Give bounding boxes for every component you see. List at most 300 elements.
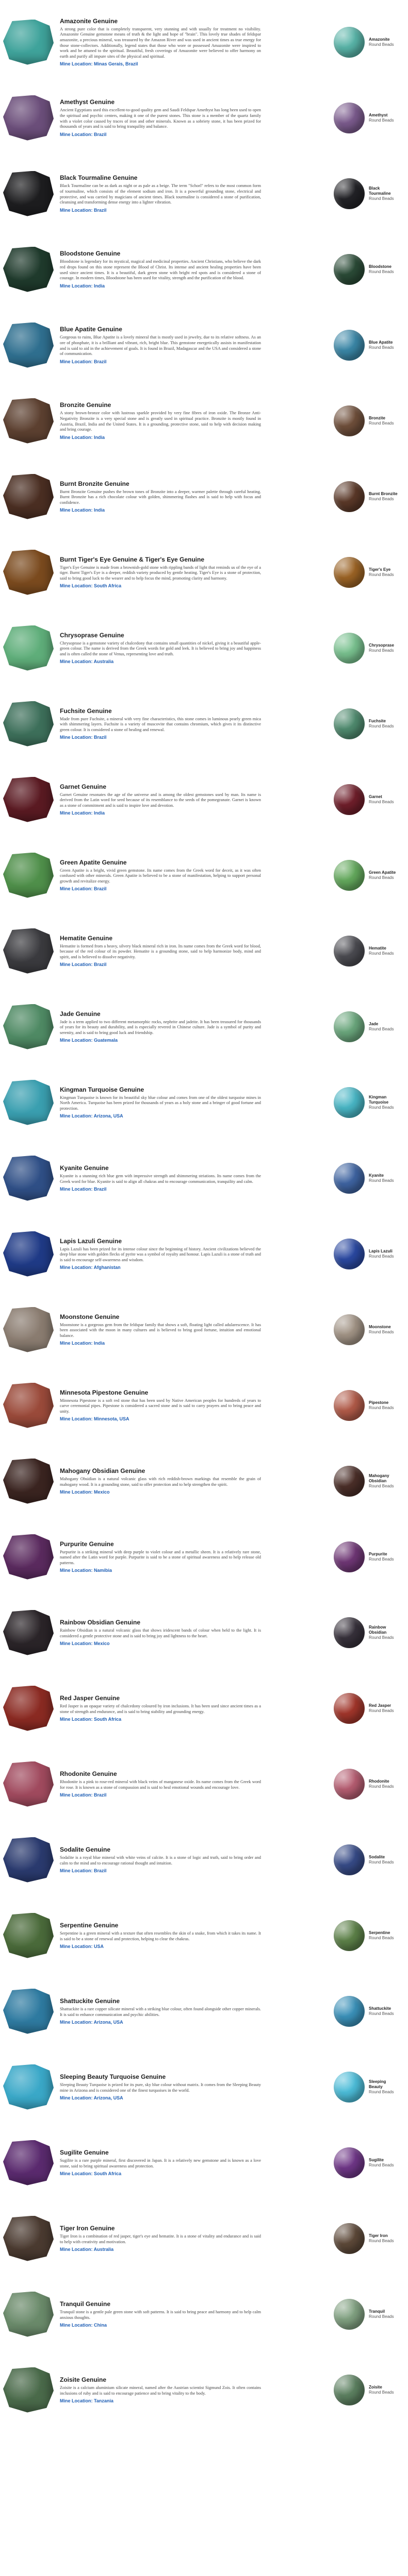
bead-name: Hematite xyxy=(369,945,386,951)
bead-photo xyxy=(334,103,365,133)
raw-stone-photo xyxy=(3,1156,54,1201)
mine-location: Mine Location: India xyxy=(60,1341,105,1346)
bead-column xyxy=(268,1746,408,1822)
stone-name: Shattuckite Genuine xyxy=(60,1997,120,2005)
stone-name: Green Apatite Genuine xyxy=(60,858,127,866)
stone-name: Garnet Genuine xyxy=(60,783,107,790)
stone-text xyxy=(57,1161,268,1195)
gemstone-entry xyxy=(0,1595,408,1670)
raw-stone-photo xyxy=(3,1383,54,1428)
gemstone-entry xyxy=(0,383,408,459)
raw-stone-photo xyxy=(3,398,54,444)
bead-label xyxy=(369,1703,401,1714)
gemstone-entry xyxy=(0,2049,408,2125)
stone-description: Chrysoprase is a gemstone variety of chalcedony that contains small quantities of nickel, giving it a beautiful apple-green colour. The name is derived from the Greek words for gold and leek. It is believed to bring joy and happiness and is often called the stone of Venus, representing love and truth. xyxy=(60,640,261,656)
gemstone-entry xyxy=(0,1292,408,1367)
bead-detail: Round Beads xyxy=(369,648,394,653)
stone-text xyxy=(57,553,268,592)
bead-name: Jade xyxy=(369,1021,379,1026)
mine-location: Mine Location: Brazil xyxy=(60,1868,107,1874)
bead-name: Garnet xyxy=(369,794,382,799)
stone-name: Kingman Turquoise Genuine xyxy=(60,1086,144,1093)
stone-text xyxy=(57,171,268,215)
raw-stone-column xyxy=(0,231,57,307)
bead-photo xyxy=(334,1011,365,1042)
stone-description: Kingman Turquoise is known for its beautiful sky blue colour and comes from one of the oldest turquoise mines in North America. Turquoise has been prized for thousands of years as a holy stone and a bringer of good fortune and protection. xyxy=(60,1095,261,1111)
gemstone-entry xyxy=(0,231,408,307)
raw-stone-photo xyxy=(3,625,54,671)
raw-stone-photo xyxy=(3,1837,54,1883)
bead-column xyxy=(268,837,408,913)
bead-column xyxy=(268,686,408,761)
stone-description: Purpurite is a striking mineral with deep purple to violet colour and a metallic sheen. It is a relatively rare stone, named after the Latin word for purple. Purpurite is said to be a stone of spiritual awareness and to help release old patterns. xyxy=(60,1549,261,1565)
bead-photo xyxy=(334,2299,365,2330)
stone-description: Hematite is formed from a heavy, silvery black mineral rich in iron. Its name comes from the Greek word for blood, because of the red colour of its powder. Hematite is a grounding stone, said to help harmonize body, mind and spirit, and is believed to dissolve negativity. xyxy=(60,943,261,959)
stone-description: Serpentine is a green mineral with a texture that often resembles the skin of a snake, from which it takes its name. It is said to be a stone of renewal and protection, helping to clear the chakras. xyxy=(60,1930,261,1941)
bead-column xyxy=(268,2276,408,2352)
stone-name: Zoisite Genuine xyxy=(60,2376,107,2383)
raw-stone-column xyxy=(0,1822,57,1897)
bead-detail: Round Beads xyxy=(369,2389,394,2395)
stone-description: Rhodonite is a pink to rose-red mineral with black veins of manganese oxide. Its name comes from the Greek word for rose. It is known as a stone of compassion and is said to heal emotional wounds and encourage love. xyxy=(60,1779,261,1790)
raw-stone-photo xyxy=(3,1913,54,1958)
raw-stone-column xyxy=(0,1367,57,1443)
bead-label xyxy=(369,416,401,426)
bead-label xyxy=(369,1552,401,1562)
stone-description: Burnt Bronzite Genuine pushes the brown tones of Bronzite into a deeper, warmer palette through careful heating. Burnt Bronzite has a rich chocolate colour with golden, shimmering flashes and is said to help with focus and confidence. xyxy=(60,489,261,505)
bead-column xyxy=(268,1519,408,1595)
bead-name: Rainbow Obsidian xyxy=(369,1624,387,1635)
stone-description: Tranquil stone is a gentle pale green stone with soft patterns. It is said to bring peace and harmony and to help calm anxious thoughts. xyxy=(60,2309,261,2320)
stone-text xyxy=(57,1007,268,1046)
bead-column xyxy=(268,231,408,307)
stone-text xyxy=(57,95,268,140)
stone-name: Bronzite Genuine xyxy=(60,401,111,409)
bead-name: Amazonite xyxy=(369,37,390,42)
bead-name: Purpurite xyxy=(369,1551,387,1556)
mine-location: Mine Location: India xyxy=(60,810,105,816)
bead-label xyxy=(369,2158,401,2168)
stone-name: Kyanite Genuine xyxy=(60,1164,109,1172)
raw-stone-photo xyxy=(3,2367,54,2413)
gemstone-entry xyxy=(0,80,408,156)
raw-stone-column xyxy=(0,307,57,383)
bead-photo xyxy=(334,1087,365,1118)
stone-text xyxy=(57,931,268,971)
bead-photo xyxy=(334,330,365,361)
gemstone-entry xyxy=(0,2276,408,2352)
bead-photo xyxy=(334,708,365,739)
stone-text xyxy=(57,398,268,443)
bead-detail: Round Beads xyxy=(369,1253,394,1259)
bead-detail: Round Beads xyxy=(369,1935,394,1940)
gemstone-entry xyxy=(0,761,408,837)
raw-stone-column xyxy=(0,1140,57,1216)
bead-label xyxy=(369,1855,401,1865)
bead-photo xyxy=(334,481,365,512)
gemstone-entry xyxy=(0,156,408,231)
bead-label xyxy=(369,1625,401,1640)
bead-photo xyxy=(334,1390,365,1421)
bead-label xyxy=(369,1930,401,1941)
stone-name: Blue Apatite Genuine xyxy=(60,326,122,333)
raw-stone-photo xyxy=(3,928,54,974)
raw-stone-photo xyxy=(3,171,54,216)
bead-detail: Round Beads xyxy=(369,2314,394,2319)
bead-label xyxy=(369,946,401,956)
mine-location: Mine Location: Guatemala xyxy=(60,1038,118,1043)
bead-photo xyxy=(334,2375,365,2405)
stone-description: Black Tourmaline can be as dark as night or as pale as a beige. The term "Schorl" refers to the most common form of tourmaline, which consists of the element sodium and iron. It is a powerful grounding stone, electrical and protective, and was carried by magicians of ancient times. Black tourmaline is considered a stone of purification, cleansing and transforming dense energy into a lighter vibration. xyxy=(60,183,261,205)
bead-name: Blue Apatite xyxy=(369,340,393,345)
bead-photo xyxy=(334,1541,365,1572)
raw-stone-column xyxy=(0,156,57,231)
raw-stone-column xyxy=(0,989,57,1064)
raw-stone-column xyxy=(0,534,57,610)
raw-stone-column xyxy=(0,459,57,534)
bead-column xyxy=(268,2200,408,2276)
raw-stone-column xyxy=(0,383,57,459)
stone-text xyxy=(57,1310,268,1349)
bead-photo xyxy=(334,633,365,664)
raw-stone-photo xyxy=(3,1004,54,1049)
stone-text xyxy=(57,780,268,819)
stone-text xyxy=(57,1767,268,1801)
raw-stone-column xyxy=(0,1216,57,1292)
raw-stone-column xyxy=(0,761,57,837)
gemstone-entry xyxy=(0,1670,408,1746)
stone-text xyxy=(57,323,268,367)
bead-name: Zoisite xyxy=(369,2384,382,2389)
gemstone-entry xyxy=(0,1822,408,1897)
bead-column xyxy=(268,383,408,459)
stone-name: Sodalite Genuine xyxy=(60,1845,111,1853)
bead-detail: Round Beads xyxy=(369,496,394,501)
raw-stone-column xyxy=(0,913,57,989)
stone-description: Green Apatite is a bright, vivid green gemstone. Its name comes from the Greek word for deceit, as it was often confused with other minerals. Green Apatite is believed to be a stone of manifestation, helping to support personal growth and revitalize energy. xyxy=(60,868,261,884)
stone-name: Fuchsite Genuine xyxy=(60,707,112,715)
stone-text xyxy=(57,2222,268,2255)
bead-name: Red Jasper xyxy=(369,1703,391,1708)
bead-name: Moonstone xyxy=(369,1324,391,1329)
stone-name: Minnesota Pipestone Genuine xyxy=(60,1388,149,1396)
mine-location: Mine Location: India xyxy=(60,283,105,289)
bead-label xyxy=(369,1095,401,1110)
raw-stone-column xyxy=(0,2049,57,2125)
bead-detail: Round Beads xyxy=(369,2011,394,2016)
bead-label xyxy=(369,2006,401,2016)
bead-column xyxy=(268,2049,408,2125)
bead-photo xyxy=(334,2223,365,2254)
bead-name: Pipestone xyxy=(369,1400,389,1405)
bead-column xyxy=(268,610,408,686)
bead-column xyxy=(268,1670,408,1746)
gemstone-entry xyxy=(0,1064,408,1140)
bead-detail: Round Beads xyxy=(369,42,394,47)
mine-location: Mine Location: Australia xyxy=(60,2247,114,2252)
stone-text xyxy=(57,1616,268,1649)
stone-description: Gorgeous to ruins, Blue Apatite is a lovely mineral that is mostly used in jewelry, due to its relative softness. As an ore of phosphate, it is a brilliant and vibrant, rich, bright blue. This gemstone energetically assists in manifestation and is said to aid in the achievement of goals. It is found in Brazil, Madagascar and the USA and considered a stone of communication. xyxy=(60,335,261,357)
bead-name: Sleeping Beauty xyxy=(369,2079,386,2089)
raw-stone-photo xyxy=(3,247,54,292)
mine-location: Mine Location: South Africa xyxy=(60,1717,122,1722)
stone-name: Sugilite Genuine xyxy=(60,2148,109,2156)
stone-text xyxy=(57,247,268,291)
mine-location: Mine Location: USA xyxy=(60,1944,104,1950)
mine-location: Mine Location: Mexico xyxy=(60,1641,110,1647)
raw-stone-photo xyxy=(3,323,54,368)
bead-detail: Round Beads xyxy=(369,1784,394,1789)
stone-text xyxy=(57,2146,268,2179)
bead-column xyxy=(268,1216,408,1292)
gemstone-entry xyxy=(0,1897,408,1973)
raw-stone-column xyxy=(0,2352,57,2428)
stone-name: Amethyst Genuine xyxy=(60,98,115,106)
stone-name: Moonstone Genuine xyxy=(60,1313,120,1320)
gemstone-entry xyxy=(0,4,408,80)
stone-description: Red Jasper is an opaque variety of chalcedony coloured by iron inclusions. It has been used since ancient times as a stone of strength and endurance, and is said to bring stability and grounding energy. xyxy=(60,1703,261,1714)
mine-location: Mine Location: Brazil xyxy=(60,131,107,137)
raw-stone-column xyxy=(0,1443,57,1519)
stone-description: Tiger Iron is a combination of red jasper, tiger's eye and hematite. It is a stone of vitality and endurance and is said to help with creativity and motivation. xyxy=(60,2233,261,2244)
bead-name: Tiger Iron xyxy=(369,2233,388,2238)
stone-description: Minnesota Pipestone is a soft red stone that has been used by Native American peoples for hundreds of years to carve ceremonial pipes. Pipestone is considered a sacred stone and is said to carry prayers and to bring peace and unity. xyxy=(60,1398,261,1414)
raw-stone-photo xyxy=(3,1610,54,1655)
bead-column xyxy=(268,1064,408,1140)
mine-location: Mine Location: Brazil xyxy=(60,207,107,213)
bead-name: Bronzite xyxy=(369,415,385,420)
bead-photo xyxy=(334,1920,365,1951)
stone-name: Serpentine Genuine xyxy=(60,1921,119,1929)
bead-name: Bloodstone xyxy=(369,264,391,269)
bead-column xyxy=(268,913,408,989)
bead-label xyxy=(369,492,401,502)
gemstone-entry xyxy=(0,1140,408,1216)
bead-column xyxy=(268,1595,408,1670)
raw-stone-photo xyxy=(3,1307,54,1352)
bead-photo xyxy=(334,178,365,209)
bead-photo xyxy=(334,1617,365,1648)
bead-photo xyxy=(334,860,365,891)
stone-description: Jade is a term applied to two different metamorphic rocks, nephrite and jadeite. It has been treasured for thousands of years for its beauty and durability, and is especially revered in Chinese culture. Jade is a symbol of purity and serenity, and is said to bring good luck and friendship. xyxy=(60,1019,261,1035)
stone-description: Lapis Lazuli has been prized for its intense colour since the beginning of history. Ancient civilizations believed the deep blue stone with golden flecks of pyrite was a symbol of royalty and honour. Lapis Lazuli is a stone of truth and is said to encourage self-awareness and wisdom. xyxy=(60,1246,261,1262)
bead-detail: Round Beads xyxy=(369,196,394,201)
bead-label xyxy=(369,264,401,275)
bead-photo xyxy=(334,1996,365,2027)
raw-stone-column xyxy=(0,2125,57,2200)
bead-name: Green Apatite xyxy=(369,870,396,875)
bead-name: Black Tourmaline xyxy=(369,185,391,196)
stone-name: Tranquil Genuine xyxy=(60,2300,111,2308)
bead-photo xyxy=(334,2147,365,2178)
raw-stone-photo xyxy=(3,2140,54,2185)
stone-description: Shattuckite is a rare copper silicate mineral with a striking blue colour, often found alongside other copper minerals. It is said to enhance communication and psychic abilities. xyxy=(60,2006,261,2017)
gemstone-entry xyxy=(0,1746,408,1822)
stone-name: Jade Genuine xyxy=(60,1010,101,1018)
mine-location: Mine Location: Namibia xyxy=(60,1568,112,1573)
raw-stone-photo xyxy=(3,853,54,898)
raw-stone-photo xyxy=(3,1080,54,1125)
stone-description: Mahogany Obsidian is a natural volcanic glass with rich reddish-brown markings that resemble the grain of mahogany wood. It is a grounding stone, said to offer protection and to help strengthen the spirit. xyxy=(60,1476,261,1487)
bead-column xyxy=(268,989,408,1064)
mine-location: Mine Location: Australia xyxy=(60,659,114,665)
stone-name: Tiger Iron Genuine xyxy=(60,2224,115,2232)
gemstone-entry xyxy=(0,610,408,686)
bead-photo xyxy=(334,1844,365,1875)
stone-description: Sugilite is a rare purple mineral, first discovered in Japan. It is a relatively new gemstone and is known as a love stone, said to bring spiritual awareness and protection. xyxy=(60,2158,261,2168)
bead-column xyxy=(268,1292,408,1367)
gemstone-entry xyxy=(0,307,408,383)
bead-name: Tranquil xyxy=(369,2309,385,2314)
bead-name: Mahogany Obsidian xyxy=(369,1473,389,1483)
stone-text xyxy=(57,2070,268,2104)
bead-label xyxy=(369,340,401,350)
raw-stone-column xyxy=(0,1670,57,1746)
stone-text xyxy=(57,2297,268,2331)
stone-description: Made from pure Fuchsite, a mineral with very fine characteristics, this stone comes in luminous pearly green mica with shimmering layers. Fuchsite is a variety of muscovite that contains chromium, which gives it its distinctive green colour. It is considered a stone of healing and renewal. xyxy=(60,716,261,732)
bead-column xyxy=(268,1822,408,1897)
stone-description: A stony brown-bronze color with lustrous sparkle provided by very fine fibres of iron oxide. The Bronze Anti-Negativity Bronzite is a very special stone and is greatly used in spiritual practice. Bronzite is mostly found in Austria, Brazil, India and the United States. It is a grounding, protective stone, said to help with decision making and bring courage. xyxy=(60,411,261,432)
bead-label xyxy=(369,1473,401,1489)
bead-label xyxy=(369,1325,401,1335)
stone-description: Ancient Egyptians used this excellent-to-good quality gem and Saudi Feldspar Amethyst has long been used to open the spiritual and psychic centers, making it one of the purest stones. This stone is a member of the quartz family with a violet color caused by traces of iron and other minerals. Known as a sobriety stone, it has been prized for thousands of years and is said to bring tranquility and balance. xyxy=(60,108,261,129)
gemstone-entry xyxy=(0,2125,408,2200)
bead-column xyxy=(268,307,408,383)
gemstone-entry xyxy=(0,1519,408,1595)
bead-photo xyxy=(334,936,365,967)
raw-stone-photo xyxy=(3,2292,54,2337)
bead-name: Lapis Lazuli xyxy=(369,1248,393,1253)
gemstone-entry xyxy=(0,1367,408,1443)
bead-label xyxy=(369,1173,401,1183)
bead-detail: Round Beads xyxy=(369,2238,394,2243)
stone-name: Hematite Genuine xyxy=(60,934,113,942)
stone-name: Rainbow Obsidian Genuine xyxy=(60,1618,141,1626)
raw-stone-column xyxy=(0,4,57,80)
mine-location: Mine Location: Brazil xyxy=(60,886,107,892)
stone-text xyxy=(57,14,268,70)
stone-text xyxy=(57,1691,268,1725)
gemstone-entry xyxy=(0,1216,408,1292)
raw-stone-column xyxy=(0,1292,57,1367)
mine-location: Mine Location: India xyxy=(60,507,105,513)
bead-name: Burnt Bronzite xyxy=(369,491,398,496)
bead-column xyxy=(268,1443,408,1519)
stone-text xyxy=(57,1386,268,1425)
stone-name: Purpurite Genuine xyxy=(60,1540,114,1548)
mine-location: Mine Location: Afghanistan xyxy=(60,1265,121,1270)
bead-name: Kingman Turquoise xyxy=(369,1094,389,1105)
bead-label xyxy=(369,870,401,880)
bead-photo xyxy=(334,1239,365,1269)
bead-column xyxy=(268,2352,408,2428)
mine-location: Mine Location: South Africa xyxy=(60,2171,122,2177)
raw-stone-column xyxy=(0,686,57,761)
bead-label xyxy=(369,1022,401,1032)
gemstone-entry xyxy=(0,837,408,913)
bead-detail: Round Beads xyxy=(369,1329,394,1334)
mine-location: Mine Location: China xyxy=(60,2323,107,2328)
bead-detail: Round Beads xyxy=(369,572,394,577)
bead-name: Sodalite xyxy=(369,1854,385,1859)
bead-photo xyxy=(334,1466,365,1497)
stone-description: Moonstone is a gorgeous gem from the feldspar family that shows a soft, floating light called adularescence. It has been associated with the moon in many cultures and is believed to bring good fortune, intuition and emotional balance. xyxy=(60,1322,261,1338)
raw-stone-column xyxy=(0,1519,57,1595)
stone-text xyxy=(57,1234,268,1274)
stone-description: Bloodstone is legendary for its mystical, magical and medicinal properties. Ancient Christians, who believe the dark red drops found on this stone represent the Blood of Christ. Its intense and ancient healing properties have been used since ancient times. It is a beautiful, dark green stone with bright red spots and is considered a stone of courage. In modern times, Bloodstone has been used for vitality, strength and the purification of the blood. xyxy=(60,259,261,281)
bead-column xyxy=(268,80,408,156)
mine-location: Mine Location: Brazil xyxy=(60,1792,107,1798)
bead-name: Sugilite xyxy=(369,2157,384,2162)
raw-stone-column xyxy=(0,1064,57,1140)
bead-detail: Round Beads xyxy=(369,1178,394,1183)
raw-stone-photo xyxy=(3,550,54,595)
raw-stone-photo xyxy=(3,1231,54,1277)
mine-location: Mine Location: Brazil xyxy=(60,735,107,740)
mine-location: Mine Location: India xyxy=(60,434,105,440)
bead-label xyxy=(369,794,401,805)
bead-name: Fuchsite xyxy=(369,718,386,723)
bead-detail: Round Beads xyxy=(369,269,394,274)
bead-column xyxy=(268,534,408,610)
raw-stone-photo xyxy=(3,20,54,65)
bead-detail: Round Beads xyxy=(369,2162,394,2167)
stone-description: Zoisite is a calcium aluminium silicate mineral, named after the Austrian scientist Sigmund Zois. It often contains inclusions of ruby and is said to encourage patience and to bring vitality to the body. xyxy=(60,2385,261,2396)
gemstone-entry xyxy=(0,2352,408,2428)
bead-detail: Round Beads xyxy=(369,1556,394,1562)
mine-location: Mine Location: Arizona, USA xyxy=(60,1113,123,1119)
stone-name: Red Jasper Genuine xyxy=(60,1694,120,1702)
gemstone-entry xyxy=(0,989,408,1064)
bead-column xyxy=(268,4,408,80)
bead-label xyxy=(369,1249,401,1259)
bead-label xyxy=(369,113,401,123)
bead-name: Shattuckite xyxy=(369,2006,391,2011)
mine-location: Mine Location: South Africa xyxy=(60,583,122,589)
stone-name: Rhodonite Genuine xyxy=(60,1770,117,1777)
stone-name: Chrysoprase Genuine xyxy=(60,631,124,639)
stone-name: Black Tourmaline Genuine xyxy=(60,174,138,182)
bead-photo xyxy=(334,1163,365,1194)
bead-label xyxy=(369,37,401,47)
bead-photo xyxy=(334,27,365,58)
bead-photo xyxy=(334,1314,365,1345)
bead-detail: Round Beads xyxy=(369,345,394,350)
stone-text xyxy=(57,1464,268,1498)
bead-photo xyxy=(334,1769,365,1800)
bead-label xyxy=(369,2233,401,2244)
bead-name: Tiger's Eye xyxy=(369,567,391,572)
raw-stone-photo xyxy=(3,701,54,747)
mine-location: Mine Location: Minnesota, USA xyxy=(60,1416,129,1422)
raw-stone-column xyxy=(0,610,57,686)
bead-detail: Round Beads xyxy=(369,799,394,804)
raw-stone-photo xyxy=(3,474,54,519)
bead-column xyxy=(268,1367,408,1443)
bead-column xyxy=(268,459,408,534)
mine-location: Mine Location: Minas Gerais, Brazil xyxy=(60,61,138,67)
bead-name: Chrysoprase xyxy=(369,642,394,648)
bead-photo xyxy=(334,254,365,285)
bead-detail: Round Beads xyxy=(369,420,394,426)
raw-stone-photo xyxy=(3,1459,54,1504)
stone-description: Garnet Genuine resonates the age of the universe and is among the oldest gemstones used by man. Its name is derived from the Latin word for seed because of its resemblance to the seeds of the pomegranate. Garnet is known as a stone of commitment and is said to inspire love and devotion. xyxy=(60,792,261,808)
stone-text xyxy=(57,629,268,668)
raw-stone-column xyxy=(0,837,57,913)
bead-detail: Round Beads xyxy=(369,117,394,123)
bead-label xyxy=(369,1779,401,1789)
raw-stone-photo xyxy=(3,777,54,822)
